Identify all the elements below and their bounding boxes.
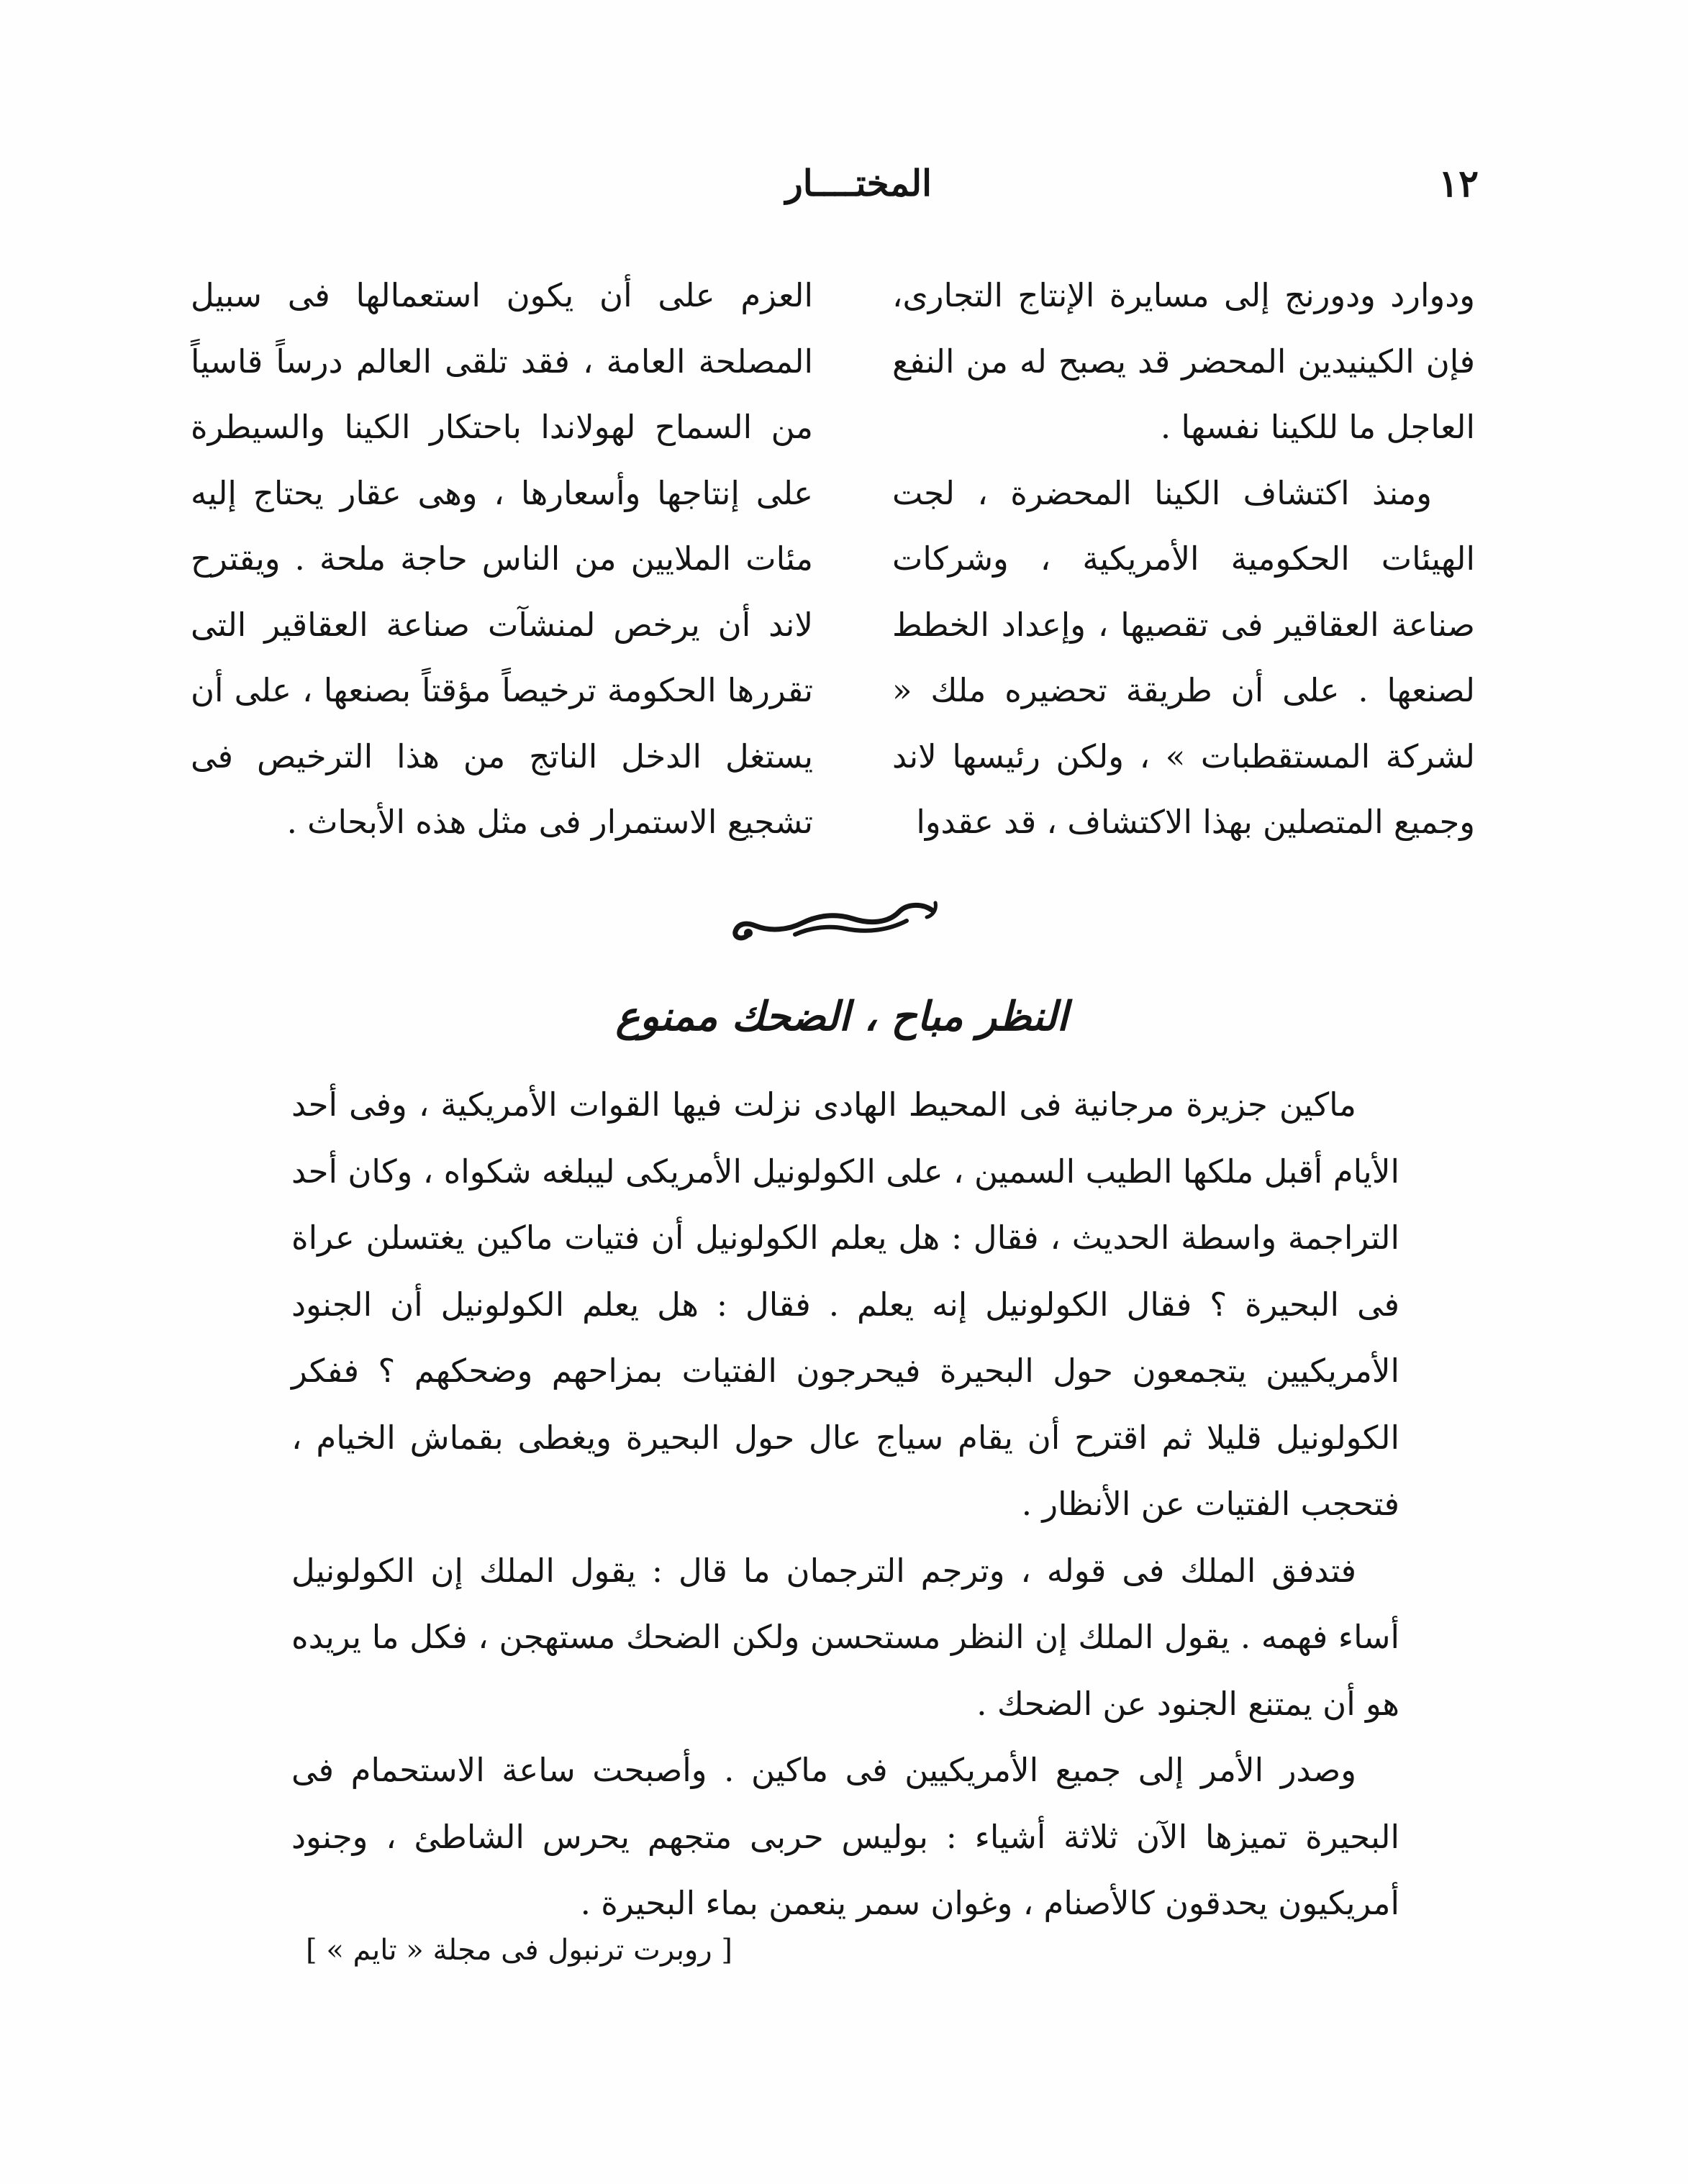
left-column xyxy=(191,263,813,855)
page-header xyxy=(183,162,1479,234)
article-paragraph: وصدر الأمر إلى جميع الأمريكيين فى ماكين . وأصبحت ساعة الاستحمام فى البحيرة تميزها الآن ثلاثة أشياء : بوليس حربى متجهم يحرس الشاطئ ، وجنود أمريكيون يحدقون كالأصنام ، وغوان سمر ينعمن بماء البحيرة . xyxy=(291,1751,1399,1922)
left-column-paragraph: العزم على أن يكون استعمالها فى سبيل المصلحة العامة ، فقد تلقى العالم درساً قاسياً من السماح لهولاندا باحتكار الكينا والسيطرة على إنتاجها وأسعارها ، وهى عقار يحتاج إليه مئات الملايين من الناس حاجة ملحة . ويقترح لاند أن يرخص لمنشآت صناعة العقاقير التى تقررها الحكومة ترخيصاً مؤقتاً بصنعها ، على أن يستغل الدخل الناتج من هذا الترخيص فى تشجيع الاستمرار فى مثل هذه الأبحاث . xyxy=(191,276,813,841)
right-column xyxy=(892,263,1475,855)
right-column-paragraph: ومنذ اكتشاف الكينا المحضرة ، لجت الهيئات الحكومية الأمريكية ، وشركات صناعة العقاقير فى تقصيها ، وإعداد الخطط لصنعها . على أن طريقة تحضيره ملك « لشركة المستقطبات » ، ولكن رئيسها لاند وجميع المتصلين بهذا الاكتشاف ، قد عقدوا xyxy=(892,473,1475,841)
article-paragraph: فتدفق الملك فى قوله ، وترجم الترجمان ما قال : يقول الملك إن الكولونيل أساء فهمه . يقول الملك إن النظر مستحسن ولكن الضحك مستهجن ، فكل ما يريده هو أن يمتنع الجنود عن الضحك . xyxy=(291,1551,1399,1723)
article-paragraph: ماكين جزيرة مرجانية فى المحيط الهادى نزلت فيها القوات الأمريكية ، وفى أحد الأيام أقبل ملكها الطيب السمين ، على الكولونيل الأمريكى ليبلغه شكواه ، وكان أحد التراجمة واسطة الحديث ، فقال : هل يعلم الكولونيل أن فتيات ماكين يغتسلن عراة فى البحيرة ؟ فقال الكولونيل إنه يعلم . فقال : هل يعلم الكولونيل أن الجنود الأمريكيين يتجمعون حول البحيرة فيحرجون الفتيات بمزاحهم وضحكهم ؟ ففكر الكولونيل قليلا ثم اقترح أن يقام سياج عال حول البحيرة ويغطى بقماش الخيام ، فتحجب الفتيات عن الأنظار . xyxy=(291,1086,1399,1523)
article-title: النظر مباح ، الضحك ممنوع xyxy=(615,993,1068,1040)
article-body xyxy=(291,1072,1399,1937)
ornament-divider-icon xyxy=(727,888,943,950)
right-column-paragraph: ودوارد ودورنج إلى مسايرة الإنتاج التجارى، فإن الكينيدين المحضر قد يصبح له من النفع العاجل ما للكينا نفسها . xyxy=(892,276,1475,446)
page-number: ١٢ xyxy=(1438,162,1479,206)
running-title: المختــــار xyxy=(785,162,932,204)
article-source: [ روبرت ترنبول فى مجلة « تايم » ] xyxy=(306,1934,732,1967)
